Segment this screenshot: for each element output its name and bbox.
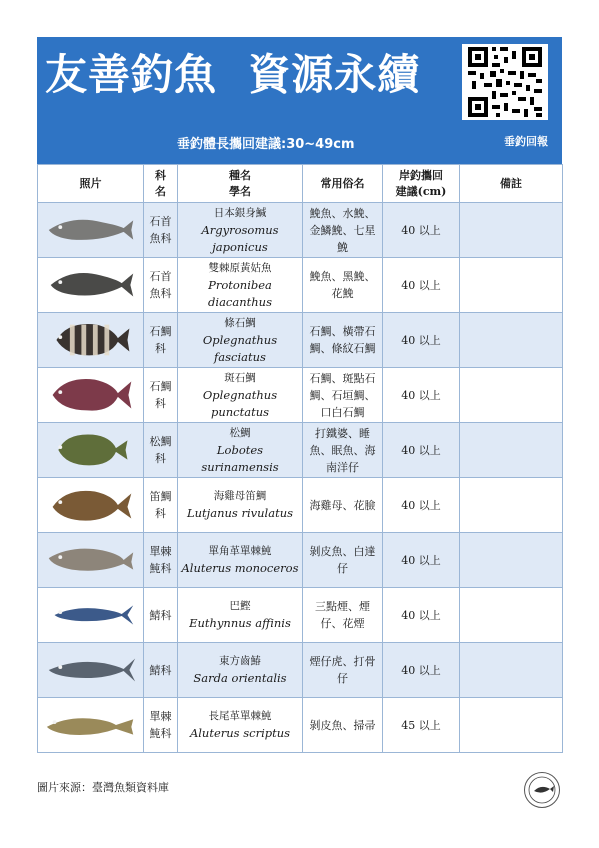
common-name-cell: 鮸魚、黑鮸、 花鮸: [303, 258, 383, 313]
size-cell: 40 以上: [383, 258, 460, 313]
table-row: [38, 203, 563, 258]
table-row: [38, 588, 563, 643]
header-banner: [37, 37, 562, 164]
size-cell: 40 以上: [383, 478, 460, 533]
species-chinese-name: 巴鰹: [229, 600, 251, 612]
size-cell: 40 以上: [383, 313, 460, 368]
table-row: [38, 368, 563, 423]
remarks-cell: [460, 698, 563, 753]
family-cell: 松鯛 科: [144, 423, 178, 478]
tripletail-icon: [38, 423, 144, 478]
species-scientific-name: Aluterus scriptus: [189, 726, 291, 740]
col-species: 種名 學名: [178, 165, 303, 203]
species-cell: [178, 368, 303, 423]
table-row: [38, 643, 563, 698]
col-remarks: 備註: [460, 165, 563, 203]
image-source-note: 圖片來源：臺灣魚類資料庫: [37, 781, 169, 794]
common-name-cell: 石鯛、斑點石 鯛、石垣鯛、 口白石鯛: [303, 368, 383, 423]
remarks-cell: [460, 423, 563, 478]
species-chinese-name: 雙棘原黃姑魚: [208, 261, 272, 274]
species-chinese-name: 條石鯛: [224, 316, 256, 329]
species-cell: [178, 533, 303, 588]
species-chinese-name: 長尾革單棘魨: [208, 710, 272, 722]
filefish-icon: [38, 533, 144, 588]
family-cell: 石鯛 科: [144, 368, 178, 423]
species-scientific-name: punctatus: [210, 404, 270, 419]
family-cell: 石首 魚科: [144, 203, 178, 258]
page-title: 友善釣魚 資源永續: [45, 50, 421, 99]
qr-code-icon[interactable]: [462, 44, 548, 120]
species-scientific-name: Euthynnus affinis: [189, 616, 291, 630]
family-cell: 石首 魚科: [144, 258, 178, 313]
species-chinese-name: 單角革單棘魨: [208, 545, 272, 557]
length-guideline: 垂釣體長攜回建議:30~49cm: [177, 137, 355, 152]
striped-knifejaw-icon: [38, 313, 144, 368]
size-cell: 40 以上: [383, 643, 460, 698]
spotted-knifejaw-icon: [38, 368, 144, 423]
size-cell: 40 以上: [383, 368, 460, 423]
species-scientific-name: Argyrosomus: [201, 222, 279, 237]
croaker-icon: [38, 258, 144, 313]
species-scientific-name: Aluterus monoceros: [181, 561, 299, 575]
common-name-cell: 石鯛、橫帶石 鯛、條紋石鯛: [303, 313, 383, 368]
species-cell: [178, 203, 303, 258]
table-row: [38, 423, 563, 478]
table-row: [38, 478, 563, 533]
common-name-cell: 煙仔虎、打骨 仔: [303, 643, 383, 698]
remarks-cell: [460, 643, 563, 698]
remarks-cell: [460, 368, 563, 423]
report-link[interactable]: 垂釣回報: [504, 135, 548, 148]
species-cell: [178, 423, 303, 478]
species-scientific-name: Lobotes: [216, 442, 264, 457]
family-cell: 笛鯛 科: [144, 478, 178, 533]
species-chinese-name: 海雞母笛鯛: [213, 490, 267, 502]
table-row: [38, 698, 563, 753]
species-scientific-name: surinamensis: [201, 459, 279, 474]
table-row: [38, 533, 563, 588]
size-cell: 40 以上: [383, 203, 460, 258]
table-row: [38, 313, 563, 368]
species-scientific-name: diacanthus: [208, 294, 272, 309]
size-cell: 45 以上: [383, 698, 460, 753]
common-name-cell: 剝皮魚、掃帚: [303, 698, 383, 753]
species-cell: [178, 258, 303, 313]
col-common-name: 常用俗名: [303, 165, 383, 203]
size-cell: 40 以上: [383, 423, 460, 478]
snapper-icon: [38, 478, 144, 533]
common-name-cell: 海雞母、花臉: [303, 478, 383, 533]
fisheries-logo-icon: [524, 772, 560, 808]
species-cell: [178, 588, 303, 643]
remarks-cell: [460, 478, 563, 533]
remarks-cell: [460, 588, 563, 643]
table-row: [38, 258, 563, 313]
scrawled-filefish-icon: [38, 698, 144, 753]
remarks-cell: [460, 313, 563, 368]
species-cell: [178, 643, 303, 698]
species-scientific-name: Protonibea: [208, 277, 272, 292]
col-family: 科 名: [144, 165, 178, 203]
species-cell: [178, 478, 303, 533]
size-cell: 40 以上: [383, 533, 460, 588]
species-chinese-name: 東方齒鰆: [219, 655, 261, 667]
size-cell: 40 以上: [383, 588, 460, 643]
table-header-row: [38, 165, 563, 203]
family-cell: 單棘 魨科: [144, 698, 178, 753]
species-scientific-name: japonicus: [212, 239, 268, 254]
remarks-cell: [460, 533, 563, 588]
species-chinese-name: 斑石鯛: [224, 371, 256, 384]
remarks-cell: [460, 203, 563, 258]
common-name-cell: 剝皮魚、白達 仔: [303, 533, 383, 588]
species-scientific-name: Oplegnathus: [202, 332, 278, 347]
common-name-cell: 打鐵婆、睡 魚、眠魚、海 南洋仔: [303, 423, 383, 478]
species-chinese-name: 日本銀身鰔: [213, 206, 267, 219]
common-name-cell: 三點煙、煙 仔、花煙: [303, 588, 383, 643]
family-cell: 石鯛 科: [144, 313, 178, 368]
tuna-icon: [38, 588, 144, 643]
fish-table: [37, 164, 563, 753]
species-scientific-name: fasciatus: [214, 349, 266, 364]
col-photo: 照片: [38, 165, 144, 203]
family-cell: 單棘 魨科: [144, 533, 178, 588]
bonito-icon: [38, 643, 144, 698]
croaker-icon: [38, 203, 144, 258]
species-scientific-name: Oplegnathus: [202, 387, 278, 402]
common-name-cell: 鮸魚、水鮸、 金鱗鮸、七星 鮸: [303, 203, 383, 258]
col-size: 岸釣攜回 建議(cm): [383, 165, 460, 203]
species-cell: [178, 313, 303, 368]
family-cell: 鯖科: [144, 643, 178, 698]
species-chinese-name: 松鯛: [229, 426, 251, 439]
remarks-cell: [460, 258, 563, 313]
species-scientific-name: Sarda orientalis: [193, 671, 287, 685]
family-cell: 鯖科: [144, 588, 178, 643]
species-cell: [178, 698, 303, 753]
species-scientific-name: Lutjanus rivulatus: [187, 506, 293, 520]
